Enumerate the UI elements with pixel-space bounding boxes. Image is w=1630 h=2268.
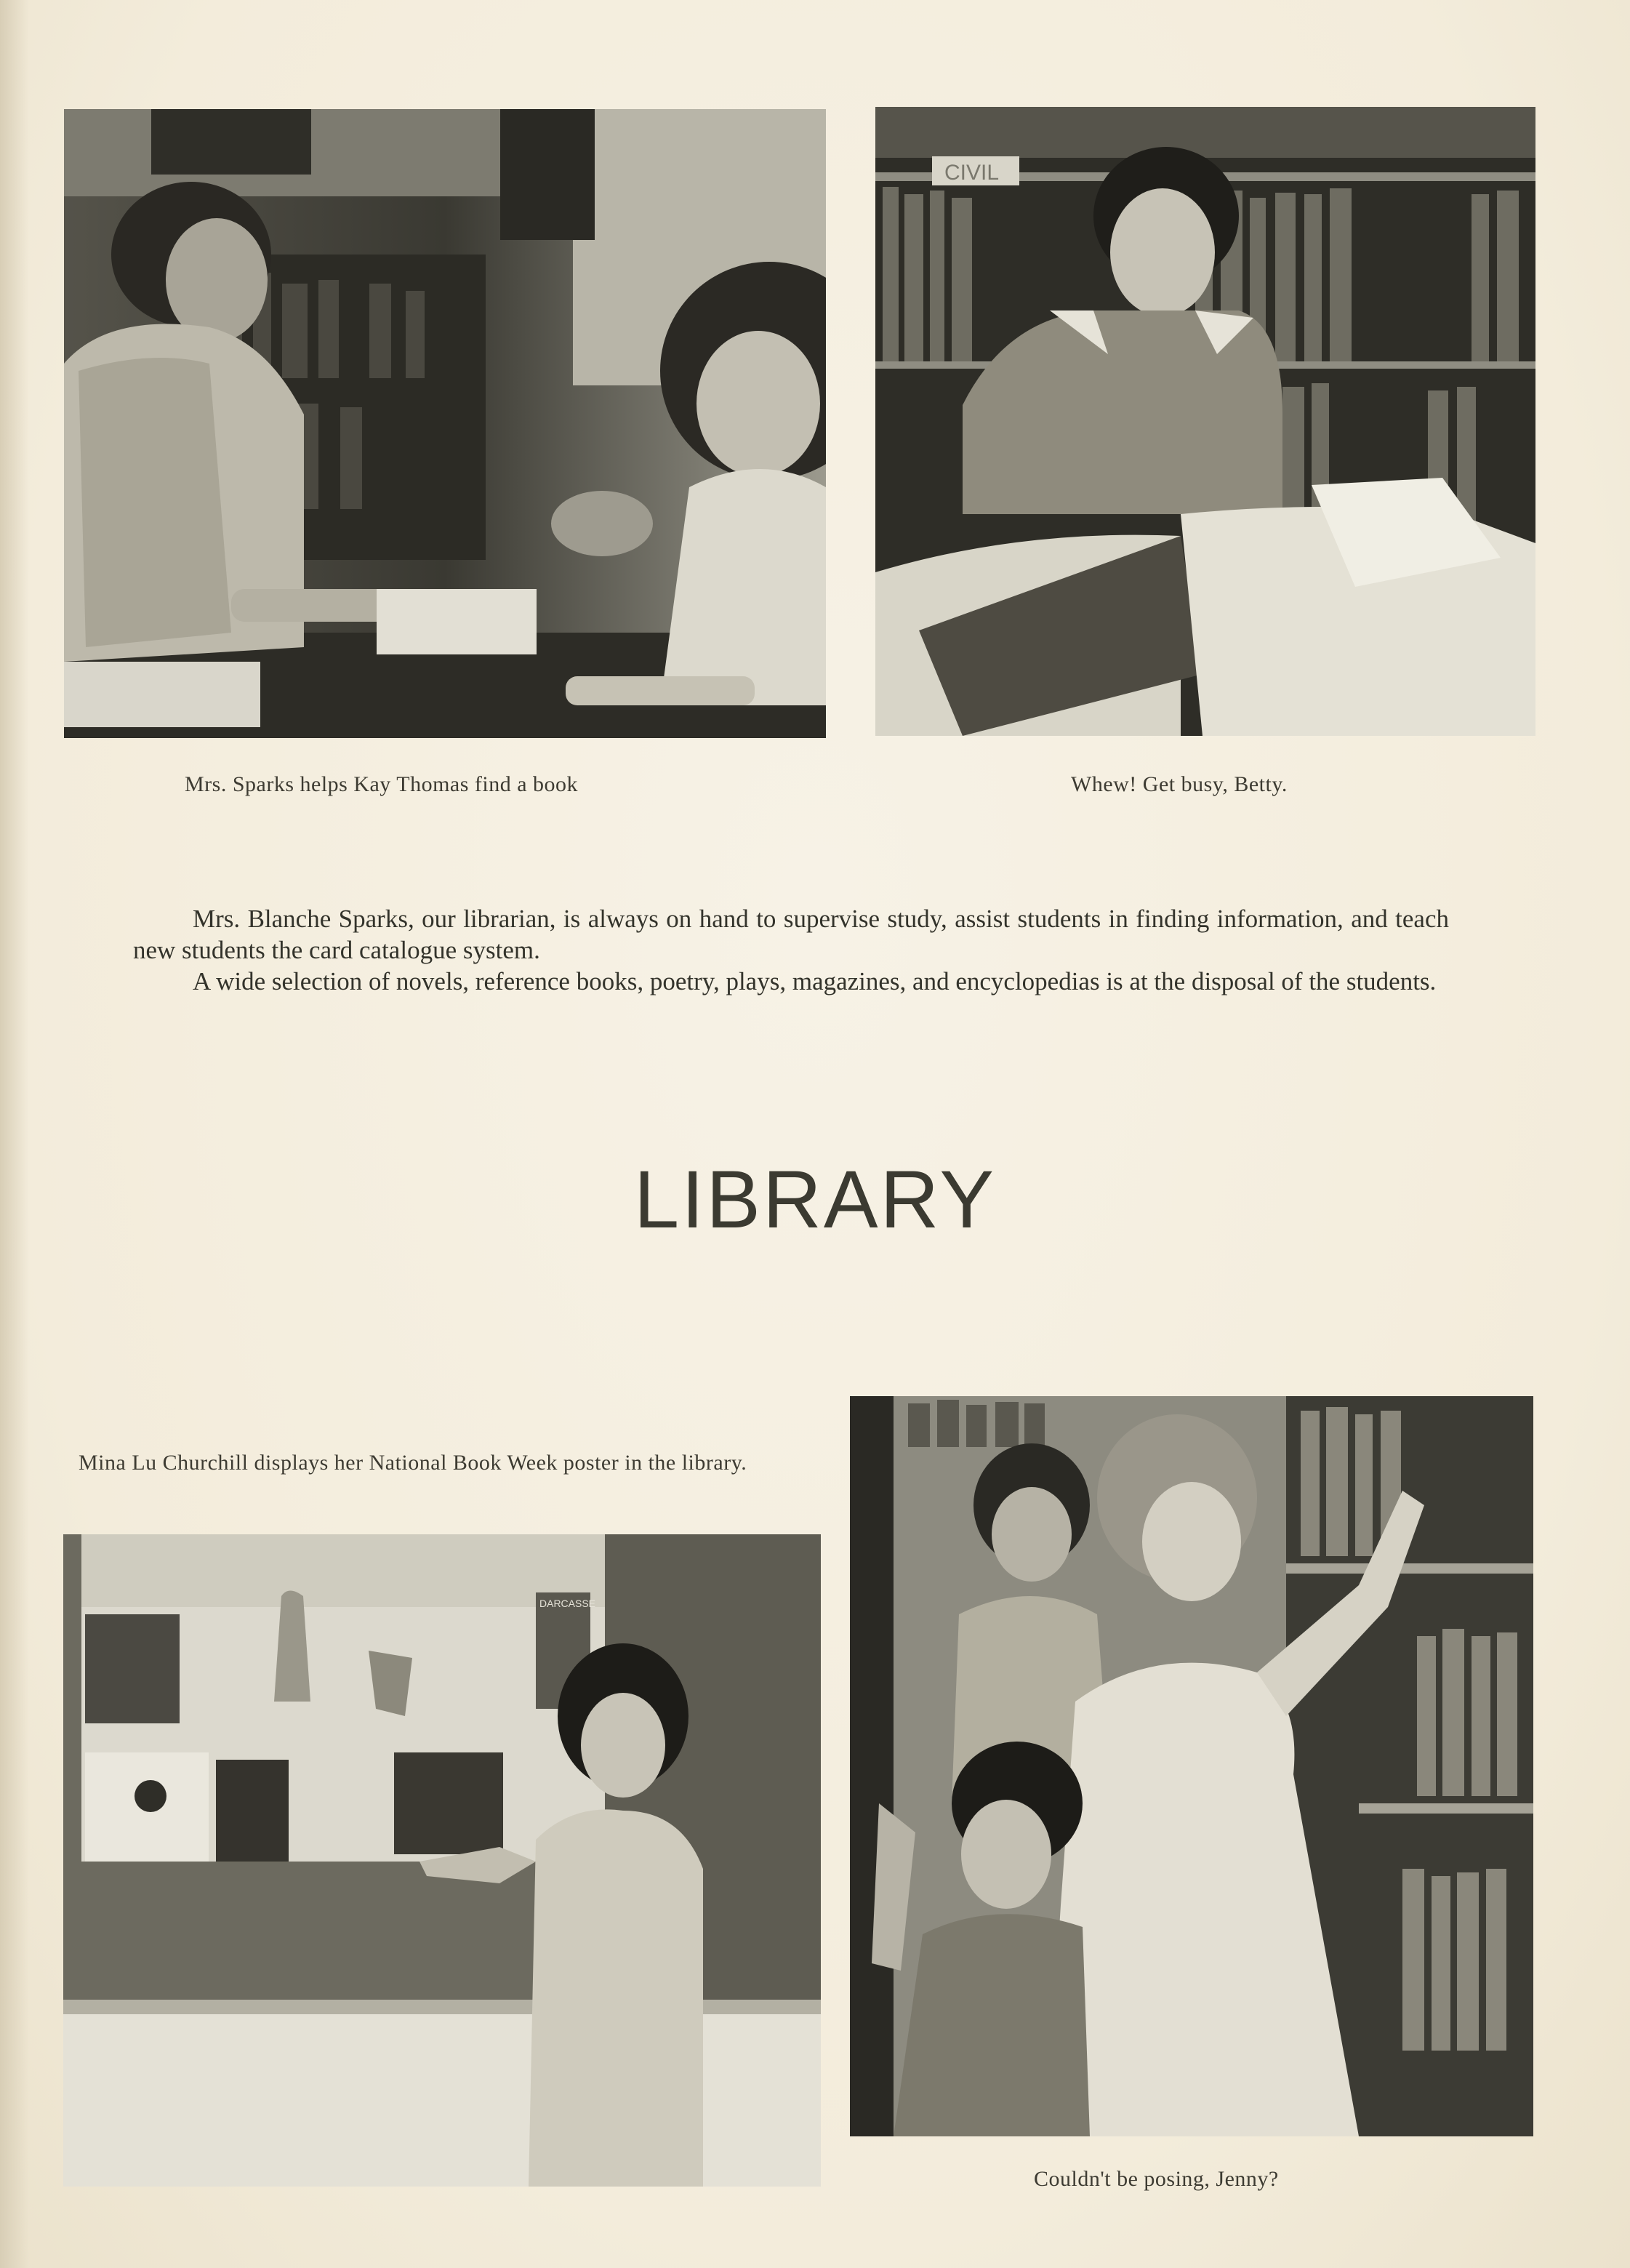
gutter-shadow bbox=[0, 0, 29, 2268]
photo-students-at-shelves bbox=[850, 1396, 1533, 2136]
caption-bottom-right: Couldn't be posing, Jenny? bbox=[1034, 2167, 1279, 2191]
photo-student-poster bbox=[63, 1534, 821, 2187]
shelf-label: CIVIL bbox=[944, 161, 1000, 185]
caption-top-right: Whew! Get busy, Betty. bbox=[1071, 772, 1288, 796]
intro-paragraph-1: Mrs. Blanche Sparks, our librarian, is always on hand to supervise study, assist students in finding information, and teach new students the card catalogue system. bbox=[133, 905, 1449, 964]
caption-top-left: Mrs. Sparks helps Kay Thomas find a book bbox=[185, 772, 579, 796]
caption-bottom-left: Mina Lu Churchill displays her National Book Week poster in the library. bbox=[79, 1451, 747, 1475]
photo-librarian-helping-student bbox=[64, 109, 826, 738]
photo-student-reading bbox=[875, 107, 1535, 736]
poster-book-title: DARCASSE bbox=[539, 1598, 596, 1609]
page-title: LIBRARY bbox=[633, 1154, 997, 1245]
intro-text bbox=[133, 903, 1449, 997]
intro-paragraph-2: A wide selection of novels, reference books, poetry, plays, magazines, and encyclopedias is at the disposal of the students. bbox=[193, 967, 1437, 995]
